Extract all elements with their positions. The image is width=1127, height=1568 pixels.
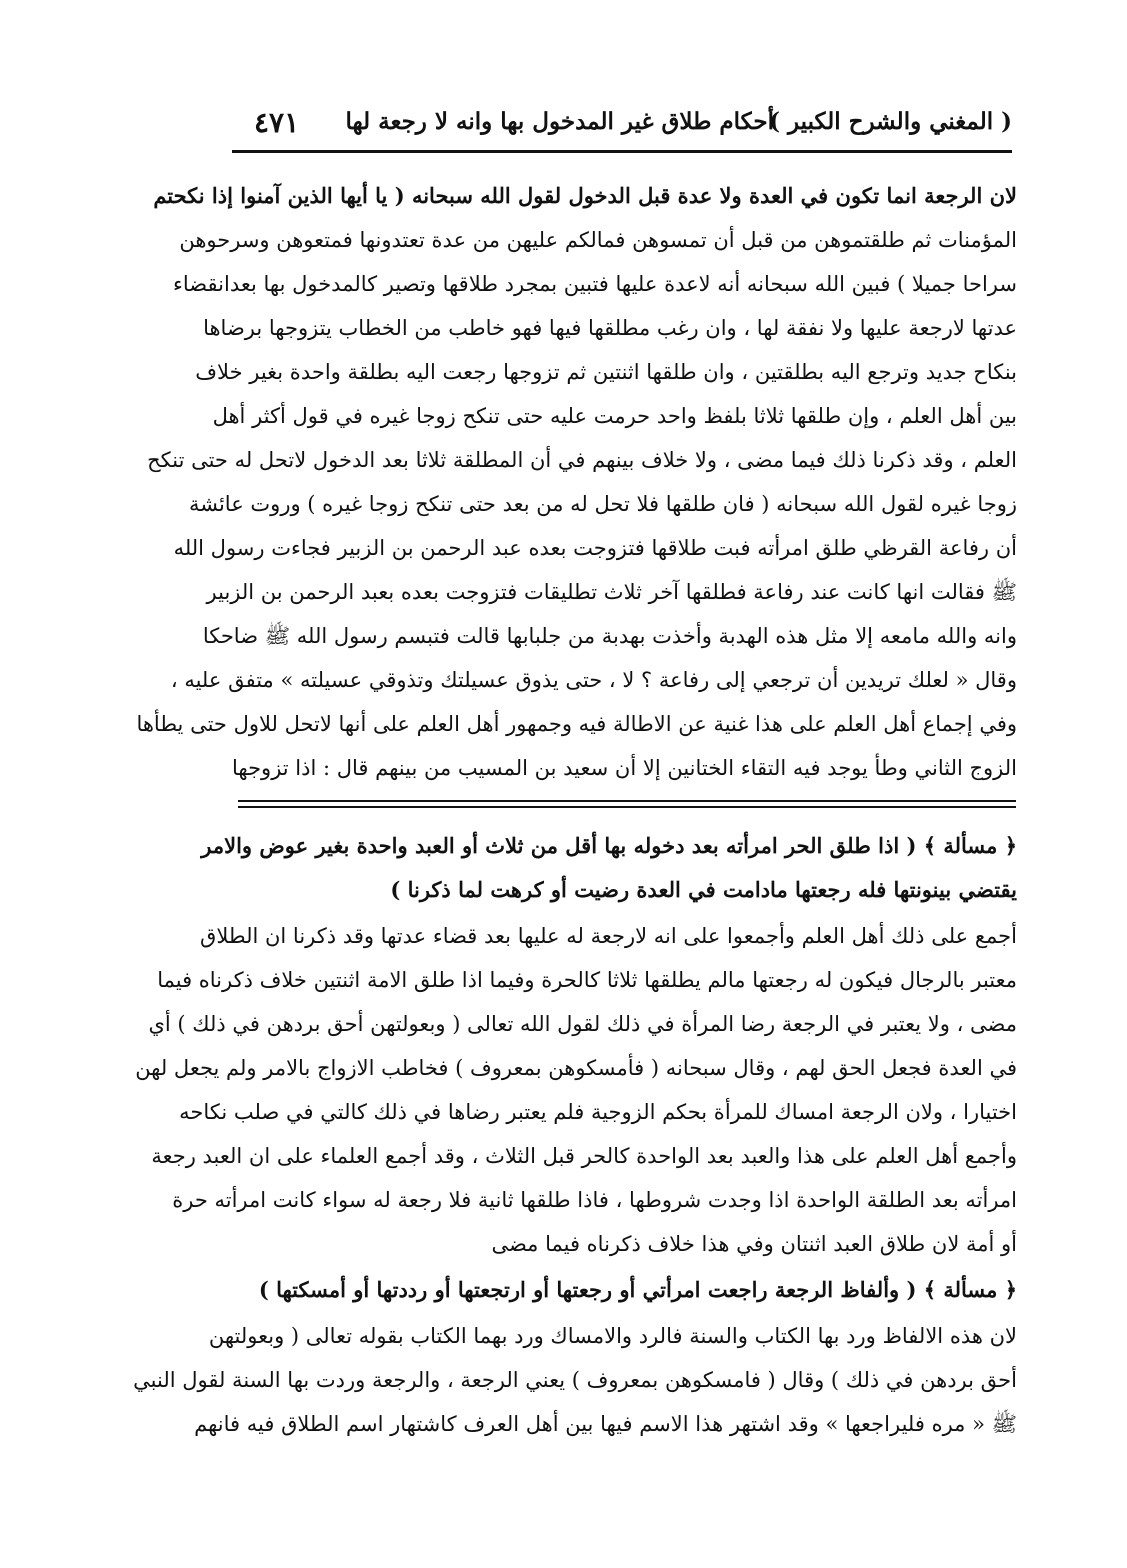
text-line: لان الرجعة انما تكون في العدة ولا عدة قبل الدخول لقول الله سبحانه ( يا أيها الذين آمنوا إذا نكحتم xyxy=(153,183,1017,208)
text-line: وأجمع أهل العلم على هذا والعبد بعد الواحدة كالحر قبل الثلاث ، وقد أجمع العلماء على ان العبد رجعة xyxy=(151,1144,1017,1168)
text-line: ﷺ فقالت انها كانت عند رفاعة فطلقها آخر ثلاث تطليقات فتزوجت بعده بعبد الرحمن بن الزبير xyxy=(206,580,1017,604)
text-line: ﷺ « مره فليراجعها » وقد اشتهر هذا الاسم فيها بين أهل العرف كاشتهار اسم الطلاق فيه فانهم xyxy=(194,1412,1017,1436)
text-line: المؤمنات ثم طلقتموهن من قبل أن تمسوهن فمالكم عليهن من عدة تعتدونها فمتعوهن وسرحوهن xyxy=(179,228,1017,252)
text-line: الزوج الثاني وطأ يوجد فيه التقاء الختانين إلا أن سعيد بن المسيب من بينهم قال : اذا تزوجها xyxy=(232,756,1017,780)
running-header xyxy=(232,108,1012,152)
text-line: وانه والله مامعه إلا مثل هذه الهدبة وأخذت بهدبة من جلبابها قالت فتبسم رسول الله ﷺ ضاحكا xyxy=(202,624,1017,648)
text-line: أن رفاعة القرظي طلق امرأته فبت طلاقها فتزوجت بعده عبد الرحمن بن الزبير فجاءت رسول الله xyxy=(173,536,1017,560)
text-line: عدتها لارجعة عليها ولا نفقة لها ، وان رغب مطلقها فيها فهو خاطب من الخطاب يتزوجها برضاها xyxy=(203,316,1017,340)
text-line: بنكاح جديد وترجع اليه بطلقتين ، وان طلقها اثنتين ثم تزوجها رجعت اليه بطلقة واحدة بغير خلاف xyxy=(195,360,1017,384)
page-number: ٤٧١ xyxy=(254,106,300,139)
text-line: ﴿ مسألة ﴾ ( وألفاظ الرجعة راجعت امرأتي أو رجعتها أو ارتجعتها أو رددتها أو أمسكتها ) xyxy=(258,1277,1017,1302)
text-line: سراحا جميلا ) فبين الله سبحانه أنه لاعدة عليها فتبين بمجرد طلاقها وتصير كالمدخول بها بعدانقضاء xyxy=(173,272,1017,296)
text-line: أحق بردهن في ذلك ) وقال ( فامسكوهن بمعروف ) يعني الرجعة ، والرجعة وردت بها السنة لقول النبي xyxy=(133,1368,1017,1392)
section-heading: أحكام طلاق غير المدخول بها وانه لا رجعة لها xyxy=(345,108,774,135)
text-line: في العدة فجعل الحق لهم ، وقال سبحانه ( فأمسكوهن بمعروف ) فخاطب الازواج بالامر ولم يجعل لهن xyxy=(135,1056,1017,1080)
header-rule xyxy=(232,150,1012,153)
book-title: ( المغني والشرح الكبير ) xyxy=(769,108,1012,135)
text-line: وفي إجماع أهل العلم على هذا غنية عن الاطالة فيه وجمهور أهل العلم على أنها لاتحل للاول حتى يطأها xyxy=(136,712,1017,736)
text-line: مضى ، ولا يعتبر في الرجعة رضا المرأة في ذلك لقول الله تعالى ( وبعولتهن أحق بردهن في ذلك ) أي xyxy=(148,1012,1017,1036)
text-line: زوجا غيره لقول الله سبحانه ( فان طلقها فلا تحل له من بعد حتى تنكح زوجا غيره ) وروت عائشة xyxy=(188,492,1017,516)
text-line: بين أهل العلم ، وإن طلقها ثلاثا بلفظ واحد حرمت عليه حتى تنكح زوجا غيره في قول أكثر أهل xyxy=(212,404,1017,428)
text-line: امرأته بعد الطلقة الواحدة اذا وجدت شروطها ، فاذا طلقها ثانية فلا رجعة له سواء كانت امرأته حرة xyxy=(172,1188,1017,1212)
text-line: ﴿ مسألة ﴾ ( اذا طلق الحر امرأته بعد دخوله بها أقل من ثلاث أو العبد واحدة بغير عوض والامر xyxy=(201,833,1017,858)
text-line: وقال « لعلك تريدين أن ترجعي إلى رفاعة ؟ لا ، حتى يذوق عسيلتك وتذوقي عسيلته » متفق عليه ، xyxy=(170,668,1017,692)
text-line: اختيارا ، ولان الرجعة امساك للمرأة بحكم الزوجية فلم يعتبر رضاها في ذلك كالتي في صلب نكاحه xyxy=(179,1100,1017,1124)
text-line: أو أمة لان طلاق العبد اثنتان وفي هذا خلاف ذكرناه فيما مضى xyxy=(491,1232,1017,1256)
text-line: العلم ، وقد ذكرنا ذلك فيما مضى ، ولا خلاف بينهم في أن المطلقة ثلاثا بعد الدخول لاتحل له حتى تنكح xyxy=(147,448,1017,472)
text-line: لان هذه الالفاظ ورد بها الكتاب والسنة فالرد والامساك ورد بهما الكتاب بقوله تعالى ( وبعولتهن xyxy=(208,1324,1017,1348)
section-divider-bottom xyxy=(238,806,1016,808)
text-line: يقتضي بينونتها فله رجعتها مادامت في العدة رضيت أو كرهت لما ذكرنا ) xyxy=(390,877,1017,902)
section-divider-top xyxy=(238,800,1016,802)
text-line: أجمع على ذلك أهل العلم وأجمعوا على انه لارجعة له عليها بعد قضاء عدتها وقد ذكرنا ان الطلاق xyxy=(200,924,1017,948)
text-line: معتبر بالرجال فيكون له رجعتها مالم يطلقها ثلاثا كالحرة وفيما اذا طلق الامة اثنتين خلاف ذكرناه فيما xyxy=(157,968,1017,992)
